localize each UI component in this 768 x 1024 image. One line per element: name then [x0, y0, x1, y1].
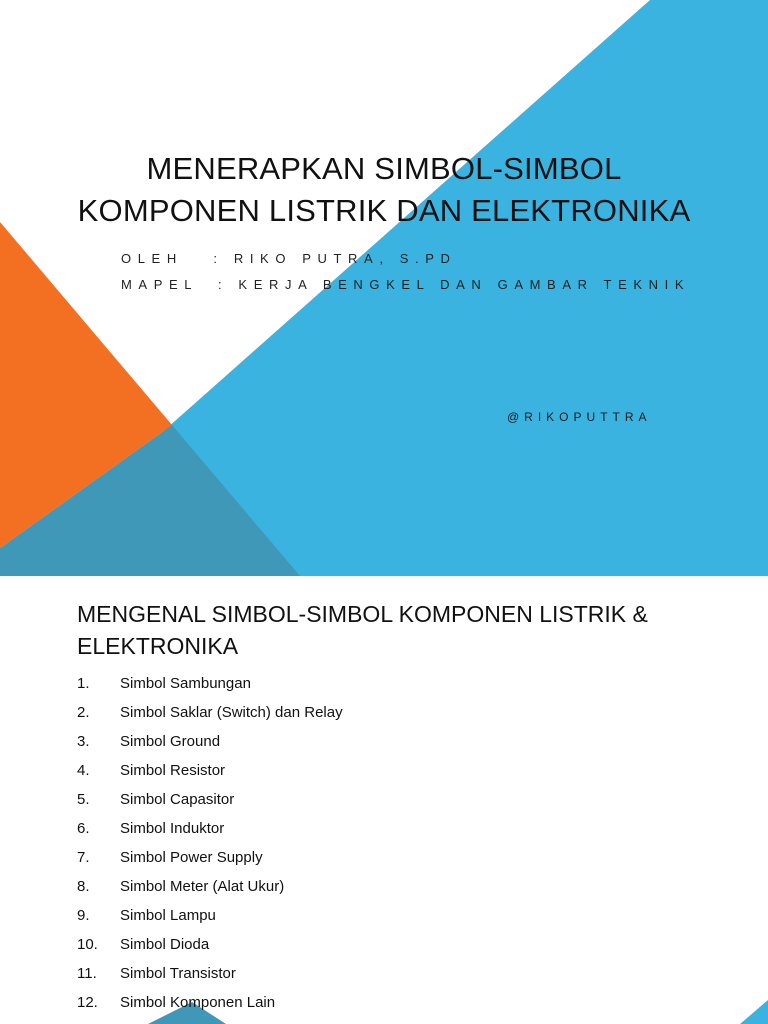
list-item-label: Simbol Induktor	[120, 820, 225, 837]
list-item-number: 5.	[77, 791, 90, 808]
content-slide	[0, 576, 768, 1024]
slide-title	[60, 148, 708, 232]
list-item	[77, 935, 343, 964]
list-item-number: 11.	[77, 965, 97, 982]
list-item-number: 12.	[77, 994, 98, 1011]
bottom-right-blue-shape	[740, 1000, 768, 1024]
list-item-label: Simbol Sambungan	[120, 675, 251, 692]
list-item	[77, 790, 343, 819]
list-item-number: 4.	[77, 762, 90, 779]
subject-line: MAPEL : KERJA BENGKEL DAN GAMBAR TEKNIK	[121, 277, 691, 292]
list-item-label: Simbol Resistor	[120, 762, 226, 779]
list-item	[77, 732, 343, 761]
list-item-number: 9.	[77, 907, 90, 924]
symbol-list	[77, 674, 343, 1022]
list-item-label: Simbol Dioda	[120, 936, 210, 953]
list-item	[77, 848, 343, 877]
list-item-label: Simbol Ground	[120, 733, 221, 750]
list-item-label: Simbol Power Supply	[120, 849, 263, 866]
list-item	[77, 674, 343, 703]
slide-heading: MENGENAL SIMBOL-SIMBOL KOMPONEN LISTRIK & ELEKTRONIKA	[77, 601, 648, 659]
list-item	[77, 964, 343, 993]
list-item	[77, 906, 343, 935]
list-item-label: Simbol Meter (Alat Ukur)	[120, 878, 285, 895]
list-item	[77, 761, 343, 790]
list-item-number: 7.	[77, 849, 90, 866]
list-item	[77, 877, 343, 906]
list-item-number: 8.	[77, 878, 90, 895]
list-item	[77, 993, 343, 1022]
list-item-label: Simbol Saklar (Switch) dan Relay	[120, 704, 343, 721]
list-item-label: Simbol Transistor	[120, 965, 236, 982]
list-item-number: 10.	[77, 936, 98, 953]
author-handle: @RIKOPUTTRA	[507, 410, 652, 424]
list-item-number: 3.	[77, 733, 90, 750]
list-item-label: Simbol Capasitor	[120, 791, 235, 808]
slide-title-line-2: KOMPONEN LISTRIK DAN ELEKTRONIKA	[77, 193, 691, 228]
list-item	[77, 703, 343, 732]
list-item-number: 1.	[77, 675, 90, 692]
list-item-number: 6.	[77, 820, 90, 837]
list-item-number: 2.	[77, 704, 90, 721]
author-line: OLEH : RIKO PUTRA, S.PD	[121, 251, 457, 266]
slide-title-line-1: MENERAPKAN SIMBOL-SIMBOL	[146, 151, 622, 186]
list-item	[77, 819, 343, 848]
list-item-label: Simbol Komponen Lain	[120, 994, 276, 1011]
list-item-label: Simbol Lampu	[120, 907, 216, 924]
